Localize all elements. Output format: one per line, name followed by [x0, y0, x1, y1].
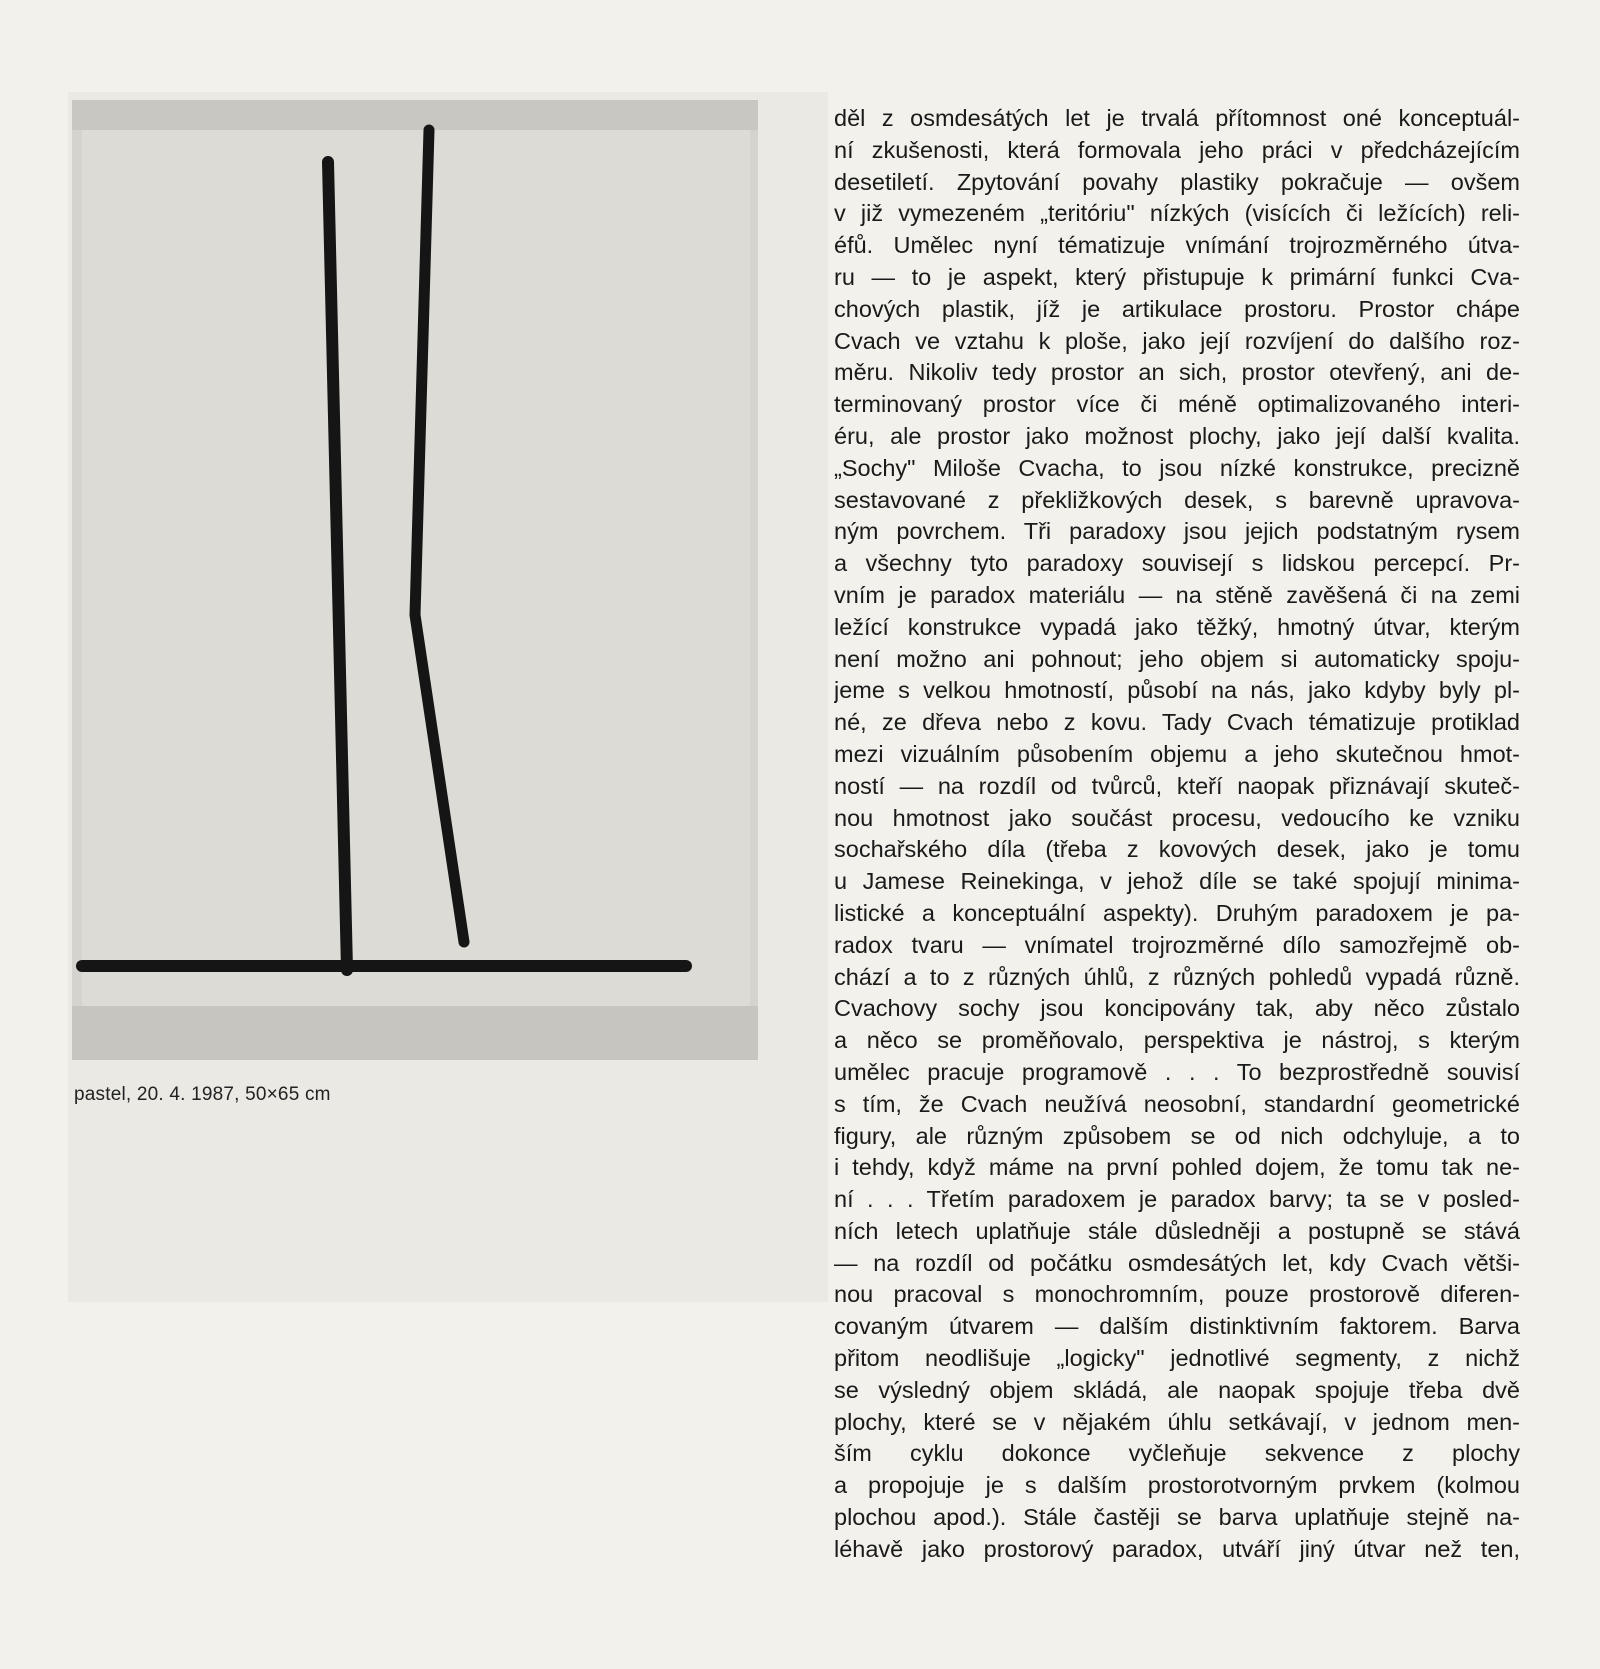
article-text-line: ní . . . Třetím paradoxem je paradox barvy; ta se v posled-	[834, 1186, 1520, 1213]
article-text-line: né, ze dřeva nebo z kovu. Tady Cvach tématizuje protiklad	[834, 709, 1520, 736]
article-text-line: měru. Nikoliv tedy prostor an sich, prostor otevřený, ani de-	[834, 359, 1520, 386]
article-text-line: listické a konceptuální aspekty). Druhým paradoxem je pa-	[834, 899, 1520, 926]
article-text-line: ní zkušenosti, která formovala jeho práci v předcházejícím	[834, 136, 1520, 163]
article-text-line: nou pracoval s monochromním, pouze prostorově diferen-	[834, 1281, 1520, 1308]
article-text-line: a všechny tyto paradoxy souvisejí s lidskou percepcí. Pr-	[834, 550, 1520, 577]
article-text-line: s tím, že Cvach neužívá neosobní, standardní geometrické	[834, 1090, 1520, 1117]
article-text-line: není možno ani pohnout; jeho objem si automaticky spoju-	[834, 645, 1520, 672]
bottom-edge-band	[72, 1006, 758, 1060]
article-text-line: i tehdy, když máme na první pohled dojem, že tomu tak ne-	[834, 1154, 1520, 1181]
article-text-line: éfů. Umělec nyní tématizuje vnímání trojrozměrného útva-	[834, 232, 1520, 259]
article-text-column	[834, 103, 1520, 1566]
article-text-line: a propojuje je s dalším prostorotvorným prvkem (kolmou	[834, 1472, 1520, 1499]
article-text-line: ností — na rozdíl od tvůrců, kteří naopak přiznávají skuteč-	[834, 772, 1520, 799]
top-shadow-band	[72, 100, 758, 130]
article-text-line: ních letech uplatňuje stále důsledněji a postupně se stává	[834, 1217, 1520, 1244]
article-text-line: jeme s velkou hmotností, působí na nás, jako kdyby byly pl-	[834, 677, 1520, 704]
article-text-line: — na rozdíl od počátku osmdesátých let, kdy Cvach větši-	[834, 1249, 1520, 1276]
article-text-line: terminovaný prostor více či méně optimalizovaného interi-	[834, 391, 1520, 418]
article-text-line: chází a to z různých úhlů, z různých pohledů vypadá různě.	[834, 963, 1520, 990]
article-text-line: v již vymezeném „teritóriu" nízkých (visících či ležících) reli-	[834, 200, 1520, 227]
article-text-line: éru, ale prostor jako možnost plochy, jako její další kvalita.	[834, 422, 1520, 449]
article-text-line: desetiletí. Zpytování povahy plastiky pokračuje — ovšem	[834, 168, 1520, 195]
article-text-line: Cvach ve vztahu k ploše, jako její rozvíjení do dalšího roz-	[834, 327, 1520, 354]
article-text-line: covaným útvarem — dalším distinktivním faktorem. Barva	[834, 1313, 1520, 1340]
article-text-line: a něco se proměňovalo, perspektiva je nástroj, s kterým	[834, 1027, 1520, 1054]
article-text-line: se výsledný objem skládá, ale naopak spojuje třeba dvě	[834, 1376, 1520, 1403]
article-text-line: léhavě jako prostorový paradox, utváří jiný útvar než ten,	[834, 1535, 1520, 1562]
article-text-line: přitom neodlišuje „logicky" jednotlivé segmenty, z nichž	[834, 1345, 1520, 1372]
article-text-line: Cvachovy sochy jsou koncipovány tak, aby něco zůstalo	[834, 995, 1520, 1022]
article-text-line: plochy, které se v nějakém úhlu setkávají, v jednom men-	[834, 1408, 1520, 1435]
article-text-line: plochou apod.). Stále častěji se barva uplatňuje stejně na-	[834, 1504, 1520, 1531]
article-text-line: sochařského díla (třeba z kovových desek, jako je tomu	[834, 836, 1520, 863]
pastel-drawing-image	[72, 100, 758, 1060]
artwork-plate	[72, 100, 758, 1060]
article-text-line: ležící konstrukce vypadá jako těžký, hmotný útvar, kterým	[834, 613, 1520, 640]
article-text-line: ným povrchem. Tři paradoxy jsou jejich podstatným rysem	[834, 518, 1520, 545]
article-text-line: mezi vizuálním působením objemu a jeho skutečnou hmot-	[834, 740, 1520, 767]
article-text-line: děl z osmdesátých let je trvalá přítomnost oné konceptuál-	[834, 105, 1520, 131]
article-text-line: sestavované z překližkových desek, s barevně upravova-	[834, 486, 1520, 513]
figure-caption: pastel, 20. 4. 1987, 50×65 cm	[74, 1084, 331, 1105]
article-text-line: nou hmotnost jako součást procesu, vedoucího ke vzniku	[834, 804, 1520, 831]
article-text-line: vním je paradox materiálu — na stěně zavěšená či na zemi	[834, 581, 1520, 608]
article-text-line: „Sochy" Miloše Cvacha, to jsou nízké konstrukce, precizně	[834, 454, 1520, 481]
article-text-line: u Jamese Reinekinga, v jehož díle se také spojují minima-	[834, 868, 1520, 895]
article-text-line: ru — to je aspekt, který přistupuje k primární funkci Cva-	[834, 263, 1520, 290]
article-text-line: radox tvaru — vnímatel trojrozměrné dílo samozřejmě ob-	[834, 931, 1520, 958]
article-text-line: umělec pracuje programově . . . To bezprostředně souvisí	[834, 1058, 1520, 1085]
article-text-line: ším cyklu dokonce vyčleňuje sekvence z plochy	[834, 1440, 1520, 1467]
article-text-line: figury, ale různým způsobem se od nich odchyluje, a to	[834, 1122, 1520, 1149]
article-text-line: chových plastik, jíž je artikulace prostoru. Prostor chápe	[834, 295, 1520, 322]
